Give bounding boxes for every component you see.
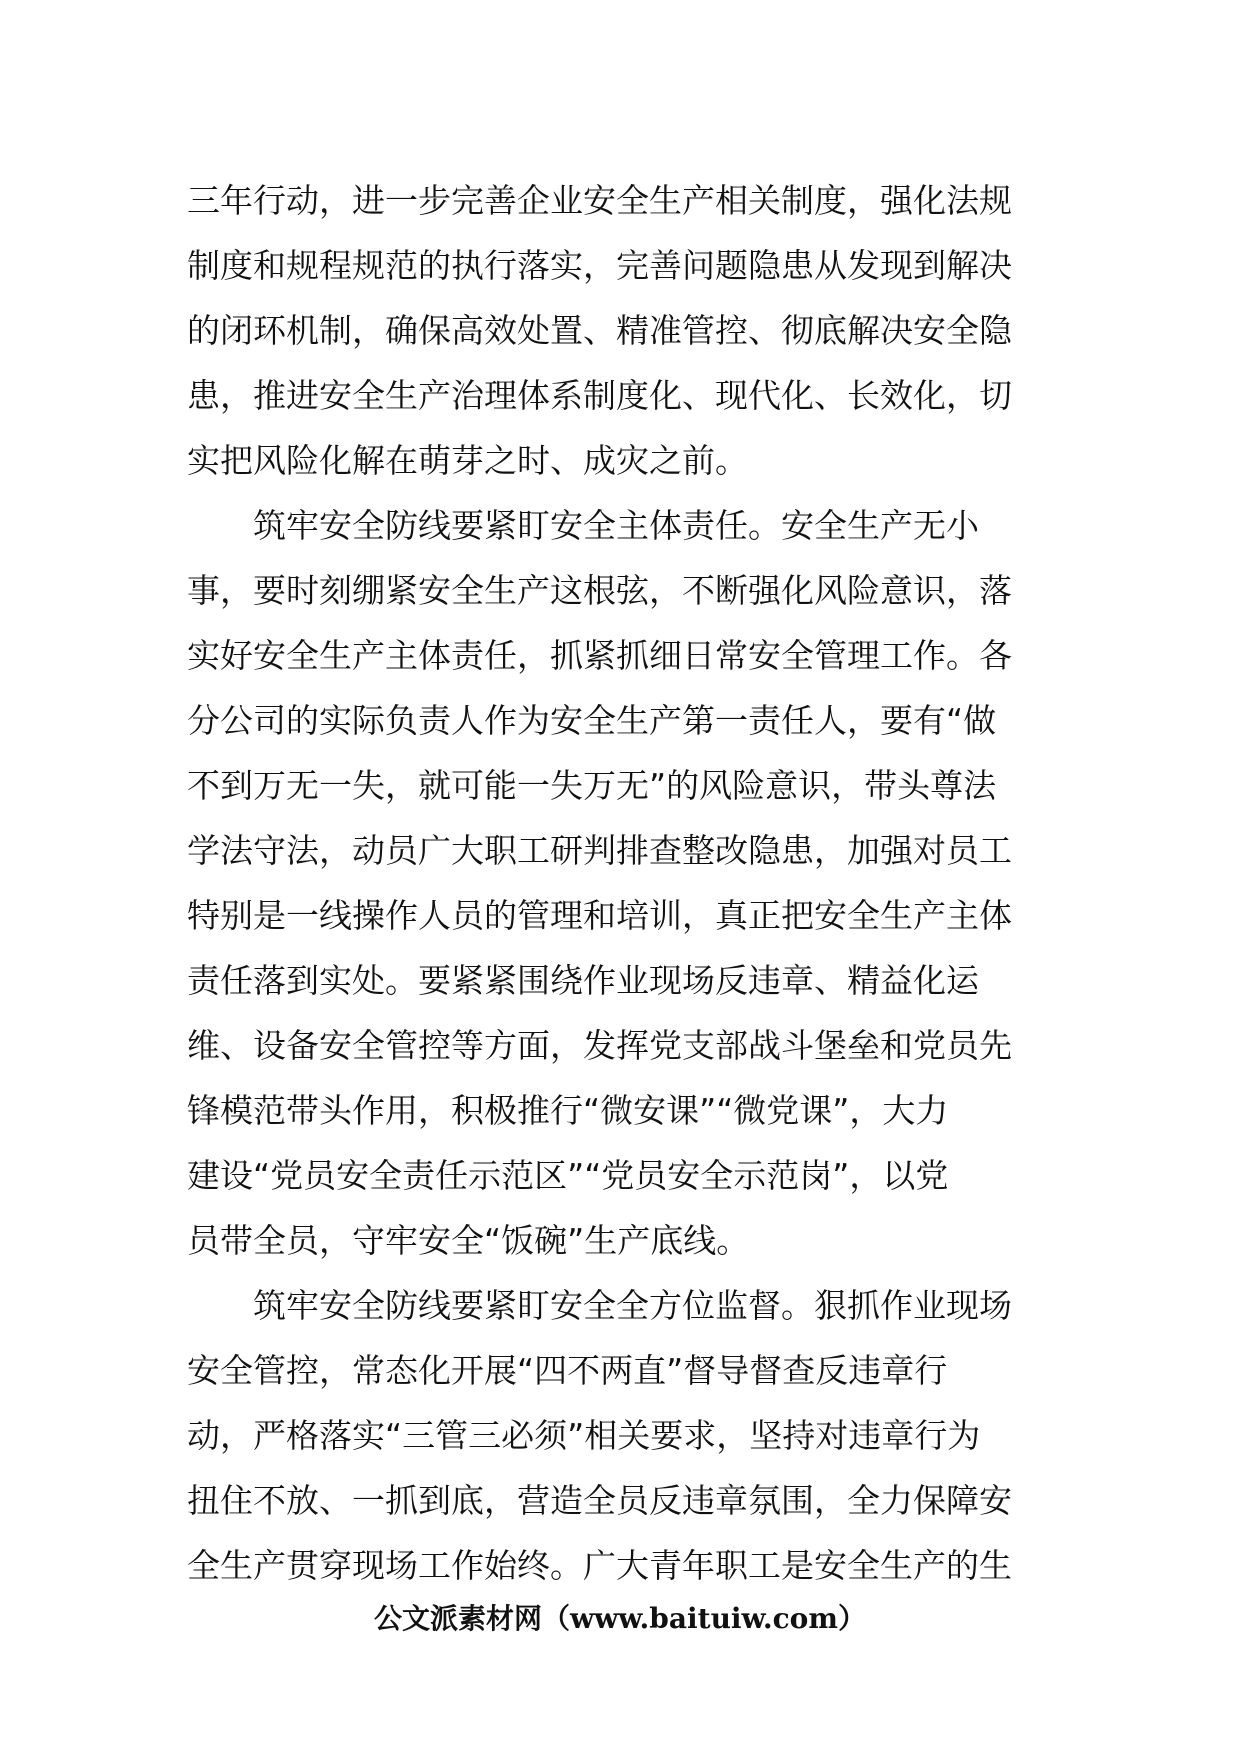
text-line: 筑牢安全防线要紧盯安全主体责任。安全生产无小 bbox=[187, 506, 979, 545]
text-line: 全生产贯穿现场工作始终。广大青年职工是安全生产的生 bbox=[187, 1546, 1012, 1585]
text-line: 事，要时刻绷紧安全生产这根弦，不断强化风险意识，落 bbox=[187, 571, 1012, 610]
body-text bbox=[187, 168, 1055, 1598]
text-line: 锋模范带头作用，积极推行“微安课”“微党课”，大力 bbox=[187, 1091, 949, 1130]
text-line: 学法守法，动员广大职工研判排查整改隐患，加强对员工 bbox=[187, 831, 1012, 870]
text-line: 动，严格落实“三管三必须”相关要求，坚持对违章行为 bbox=[187, 1416, 981, 1455]
text-line: 不到万无一失，就可能一失万无”的风险意识，带头尊法 bbox=[187, 766, 997, 805]
text-line: 员带全员，守牢安全“饭碗”生产底线。 bbox=[187, 1221, 750, 1260]
text-line: 实把风险化解在萌芽之时、成灾之前。 bbox=[187, 441, 748, 480]
text-line: 责任落到实处。要紧紧围绕作业现场反违章、精益化运 bbox=[187, 961, 979, 1000]
text-line: 筑牢安全防线要紧盯安全全方位监督。狠抓作业现场 bbox=[187, 1286, 1012, 1325]
text-line: 分公司的实际负责人作为安全生产第一责任人，要有“做 bbox=[187, 701, 997, 740]
text-line: 维、设备安全管控等方面，发挥党支部战斗堡垒和党员先 bbox=[187, 1026, 1012, 1065]
text-line: 建设“党员安全责任示范区”“党员安全示范岗”，以党 bbox=[187, 1156, 949, 1195]
text-line: 特别是一线操作人员的管理和培训，真正把安全生产主体 bbox=[187, 896, 1012, 935]
text-line: 患，推进安全生产治理体系制度化、现代化、长效化，切 bbox=[187, 376, 1012, 415]
text-line: 安全管控，常态化开展“四不两直”督导督查反违章行 bbox=[187, 1351, 948, 1390]
text-line: 扭住不放、一抓到底，营造全员反违章氛围，全力保障安 bbox=[187, 1481, 1012, 1520]
text-line: 制度和规程规范的执行落实，完善问题隐患从发现到解决 bbox=[187, 246, 1012, 285]
text-line: 的闭环机制，确保高效处置、精准管控、彻底解决安全隐 bbox=[187, 311, 1012, 350]
text-line: 实好安全生产主体责任，抓紧抓细日常安全管理工作。各 bbox=[187, 636, 1012, 675]
footer-source: 公文派素材网（www.baituiw.com） bbox=[374, 1602, 866, 1635]
text-line: 三年行动，进一步完善企业安全生产相关制度，强化法规 bbox=[187, 181, 1012, 220]
